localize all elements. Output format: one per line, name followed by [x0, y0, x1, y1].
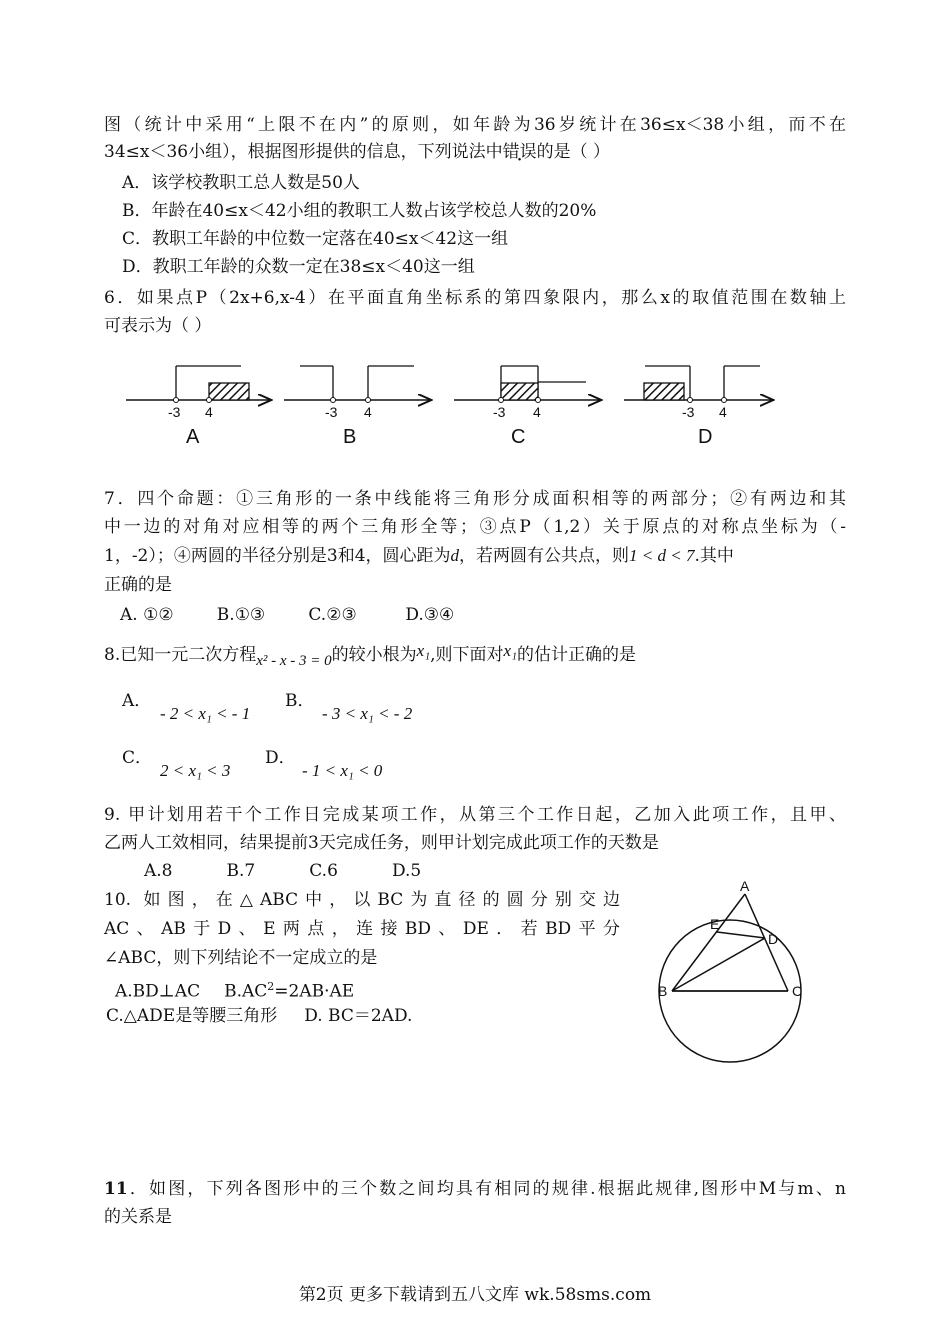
q8-option-d-expr: - 1 < x₁ < 0	[302, 761, 383, 780]
q8-option-a-label: A．	[122, 691, 152, 711]
number-line-options	[0, 348, 950, 458]
svg-text:E: E	[710, 916, 720, 932]
svg-text:A: A	[740, 878, 750, 894]
q5-option-c: C．教职工年龄的中位数一定落在40≤x＜42这一组	[122, 229, 509, 249]
q9-options: A.8 B.7 C.6 D.5	[144, 861, 422, 881]
q10-circle-figure	[660, 880, 830, 1050]
svg-text:4: 4	[533, 404, 541, 420]
svg-text:-3: -3	[682, 404, 695, 420]
svg-text:B: B	[658, 983, 668, 999]
q7-stem-line2: 中一边的对角对应相等的两个三角形全等；③点P（1,2）关于原点的对称点坐标为（-	[104, 517, 846, 537]
number-line-c	[454, 366, 600, 448]
q7-options: A. ①② B.①③ C.②③ D.③④	[120, 605, 455, 625]
q6-stem-line1: 6．如果点P（2x+6,x-4）在平面直角坐标系的第四象限内，那么x的取值范围在数轴上	[104, 288, 846, 308]
q8-option-b-expr: - 3 < x₁ < - 2	[322, 704, 413, 723]
q5-option-d: D．教职工年龄的众数一定在38≤x＜40这一组	[122, 257, 475, 277]
q5-stem-line1: 图（统计中采用“上限不在内”的原则，如年龄为36岁统计在36≤x＜38小组，而不在	[104, 115, 846, 135]
svg-text:D: D	[768, 931, 779, 947]
svg-text:D: D	[698, 426, 713, 448]
q7-stem-line1: 7．四个命题：①三角形的一条中线能将三角形分成面积相等的两部分；②有两边和其	[104, 489, 846, 509]
q8-stem: 8.已知一元二次方程x² - x - 3 = 0的较小根为x₁,则下面对x₁的估计正确的是	[104, 641, 637, 669]
q9-stem-line2: 乙两人工效相同，结果提前3天完成任务，则甲计划完成此项工作的天数是	[104, 833, 659, 853]
svg-text:4: 4	[205, 404, 213, 420]
q10-stem-line1: 10. 如图，在△ABC中，以BC为直径的圆分别交边	[104, 890, 620, 910]
svg-text:A: A	[186, 426, 200, 448]
svg-text:-3: -3	[325, 404, 338, 420]
q5-stem-line2: 34≤x＜36小组），根据图形提供的信息，下列说法中错误的是（ ）	[104, 142, 611, 162]
q11-stem-line1: 11．如图，下列各图形中的三个数之间均具有相同的规律.根据此规律,图形中M与m、n	[104, 1179, 846, 1199]
svg-text:4: 4	[719, 404, 727, 420]
q8-option-c-label: C．	[122, 748, 153, 768]
number-line-d	[624, 366, 772, 448]
svg-text:4: 4	[364, 404, 372, 420]
q10-options-cd: C.△ADE是等腰三角形 D. BC＝2AD.	[106, 1006, 413, 1026]
q8-option-a-expr: - 2 < x₁ < - 1	[160, 704, 251, 723]
q10-options-ab: A.BD⊥AC $B.AC^2=2AB\cdot AE$	[115, 980, 355, 1002]
q5-option-a: A．该学校教职工总人数是50人	[122, 173, 360, 193]
q11-stem-line2: 的关系是	[104, 1207, 172, 1227]
q7-stem-line3: 1，-2）；④两圆的半径分别是3和4，圆心距为d，若两圆有公共点，则1 < d < 7.其中	[104, 546, 734, 566]
q6-stem-line2: 可表示为（ ）	[104, 316, 212, 336]
q8-option-c-expr: 2 < x₁ < 3	[160, 761, 231, 780]
q8-option-d-label: D．	[265, 748, 296, 768]
q5-option-b: B．年龄在40≤x＜42小组的教职工人数占该学校总人数的20%	[122, 201, 597, 221]
svg-text:-3: -3	[168, 404, 181, 420]
svg-text:C: C	[792, 983, 803, 999]
q8-option-b-label: B．	[285, 691, 315, 711]
q10-stem-line3: ∠ABC，则下列结论不一定成立的是	[104, 948, 378, 968]
svg-text:B: B	[343, 426, 357, 448]
q8-equation: x² - x - 3 = 0	[256, 653, 332, 669]
q10-stem-line2: AC、AB于D、E两点，连接BD、DE．若BD平分	[104, 919, 620, 939]
number-line-a	[126, 366, 270, 448]
page-footer: 第2页 更多下载请到五八文库 wk.58sms.com	[298, 1285, 652, 1305]
svg-text:C: C	[511, 426, 526, 448]
q9-stem-line1: 9. 甲计划用若干个工作日完成某项工作，从第三个工作日起，乙加入此项工作，且甲、	[104, 805, 846, 825]
emphasis-dots: 错误	[502, 142, 537, 162]
number-line-b	[284, 366, 430, 448]
q7-stem-line4: 正确的是	[104, 575, 172, 595]
svg-text:-3: -3	[493, 404, 506, 420]
